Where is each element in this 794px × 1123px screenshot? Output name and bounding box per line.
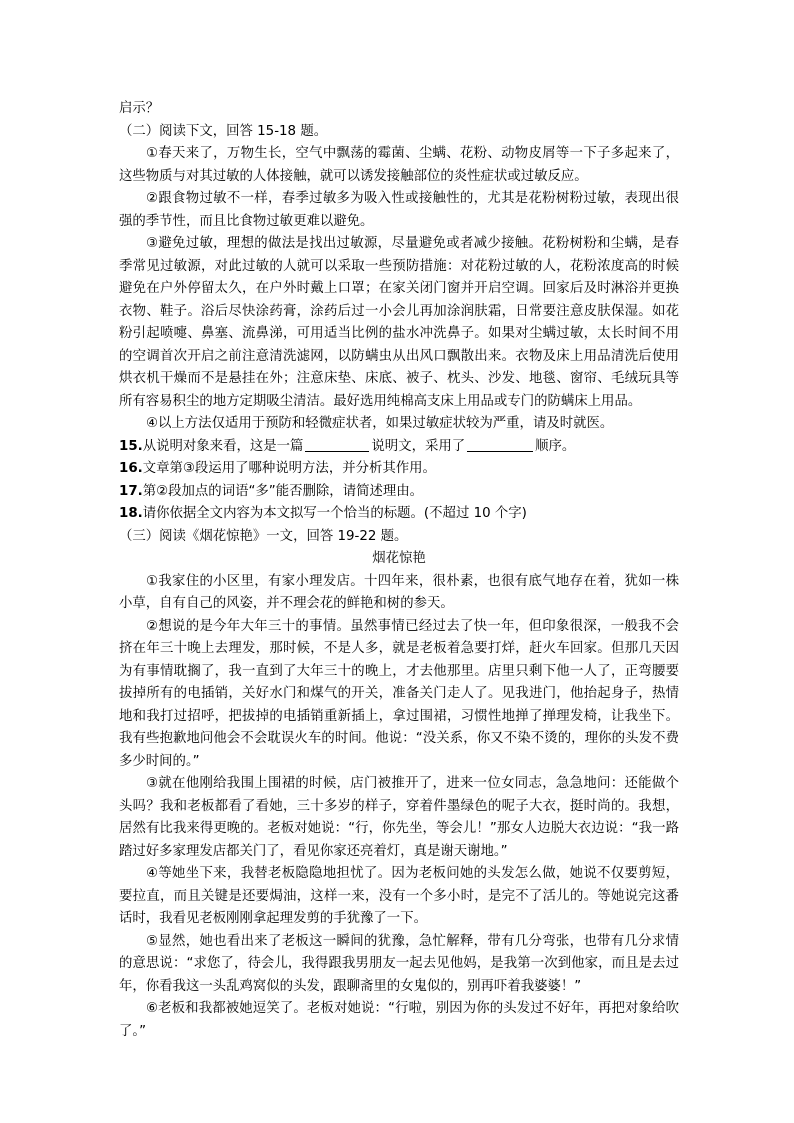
paragraph-3: ③避免过敏，理想的做法是找出过敏源，尽量避免或者减少接触。花粉树粉和尘螨，是春季常见过敏源，对此过敏的人就可以采取一些预防措施：对花粉过敏的人，花粉浓度高的时候避免在户外停留太久，在户外时戴上口罩；在家关闭门窗并开启空调。回家后及时淋浴并更换衣物、鞋子。浴后尽快涂药膏，涂药后过一小会儿再加涂润肤霜，日常要注意皮肤保湿。如花粉引起喷嚏、鼻塞、流鼻涕，可用适当比例的盐水冲洗鼻子。如果对尘螨过敏，太长时间不用的空调首次开启之前注意清洗滤网，以防螨虫从出风口飘散出来。衣物及床上用品清洗后使用烘衣机干燥而不是悬挂在外；注意床垫、床底、被子、枕头、沙发、地毯、窗帘、毛绒玩具等所有容易积尘的地方定期吸尘清洁。最好选用纯棉高支床上用品或专门的防螨床上用品。 [119, 236, 679, 409]
section-3-heading: （三）阅读《烟花惊艳》一文，回答 19-22 题。 [119, 528, 408, 544]
section-2-heading: （二）阅读下文，回答 15-18 题。 [119, 123, 328, 139]
question-15-text-a: 从说明对象来看，这是一篇 [142, 438, 304, 454]
paragraph-1: ①春天来了，万物生长，空气中飘荡的霉菌、尘螨、花粉、动物皮屑等一下子多起来了，这些物质与对其过敏的人体接触，就可以诱发接触部位的炎性症状或过敏反应。 [119, 146, 679, 184]
question-18-text: 请你依据全文内容为本文拟写一个恰当的标题。(不超过 10 个字) [142, 506, 527, 521]
document-page [119, 98, 679, 1043]
story-paragraph-3: ③就在他刚给我围上围裙的时候，店门被推开了，进来一位女同志，急急地问：还能做个头吗？我和老板都看了看她，三十多岁的样子，穿着件墨绿色的呢子大衣，挺时尚的。我想，居然有比我来得更晚的。老板对她说：“行，你先坐，等会儿！”那女人边脱大衣边说：“我一路踏过好多家理发店都关门了，看见你家还亮着灯，真是谢天谢地。” [119, 776, 679, 859]
paragraph-4: ④以上方法仅适用于预防和轻微症状者，如果过敏症状较为严重，请及时就医。 [146, 416, 614, 431]
question-16-text: 文章第③段运用了哪种说明方法，并分析其作用。 [142, 461, 436, 476]
question-15-text-b: 说明文，采用了 [371, 438, 466, 454]
story-paragraph-1: ①我家住的小区里，有家小理发店。十四年来，很朴素，也很有底气地存在着，犹如一株小草，自有自己的风姿，并不理会花的鲜艳和树的参天。 [119, 573, 679, 611]
answer-blank-1[interactable] [305, 437, 369, 452]
question-17-number: 17. [119, 483, 143, 499]
question-15-text-c: 顺序。 [535, 438, 576, 454]
question-18 [119, 503, 679, 526]
question-17 [119, 481, 679, 504]
story-paragraph-4: ④等她坐下来，我替老板隐隐地担忧了。因为老板问她的头发怎么做，她说不仅要剪短，要拉直，而且关键是还要焗油，这样一来，没有一个多小时，是完不了活儿的。等她说完这番话时，我看见老板刚刚拿起理发剪的手犹豫了一下。 [119, 866, 679, 926]
question-18-number: 18. [119, 506, 143, 521]
story-paragraph-6: ⑥老板和我都被她逗笑了。老板对她说：“行啦，别因为你的头发过不好年，再把对象给吹了。” [119, 1001, 679, 1039]
answer-blank-2[interactable] [467, 437, 533, 452]
article-title: 烟花惊艳 [372, 551, 426, 566]
question-15 [119, 436, 679, 459]
story-paragraph-2: ②想说的是今年大年三十的事情。虽然事情已经过去了快一年，但印象很深，一般我不会挤在年三十晚上去理发，那时候，不是人多，就是老板着急要打烊，赶火车回家。但那几天因为有事情耽搁了，我一直到了大年三十的晚上，才去他那里。店里只剩下他一人了，正弯腰要拔掉所有的电插销，关好水门和煤气的开关，准备关门走人了。见我进门，他抬起身子，热情地和我打过招呼，把拔掉的电插销重新插上，拿过围裙，习惯性地掸了掸理发椅，让我坐下。我有些抱歉地问他会不会耽误火车的时间。他说：“没关系，你又不染不烫的，理你的头发不费多少时间的。” [119, 618, 679, 769]
question-16 [119, 458, 679, 481]
story-paragraph-5: ⑤显然，她也看出来了老板这一瞬间的犹豫，急忙解释，带有几分弯张，也带有几分求情的意思说：“求您了，待会儿，我得跟我男朋友一起去见他妈，是我第一次到他家，而且是去过年，你看我这一头乱鸡窝似的头发，跟聊斋里的女鬼似的，别再吓着我婆婆！” [119, 933, 679, 994]
paragraph-2: ②跟食物过敏不一样，春季过敏多为吸入性或接触性的，尤其是花粉树粉过敏，表现出很强的季节性，而且比食物过敏更难以避免。 [119, 191, 679, 229]
question-17-text: 第②段加点的词语“多”能否删除，请简述理由。 [142, 483, 424, 499]
lead-text: 启示？ [119, 101, 160, 116]
question-16-number: 16. [119, 461, 143, 476]
question-15-number: 15. [119, 438, 143, 454]
